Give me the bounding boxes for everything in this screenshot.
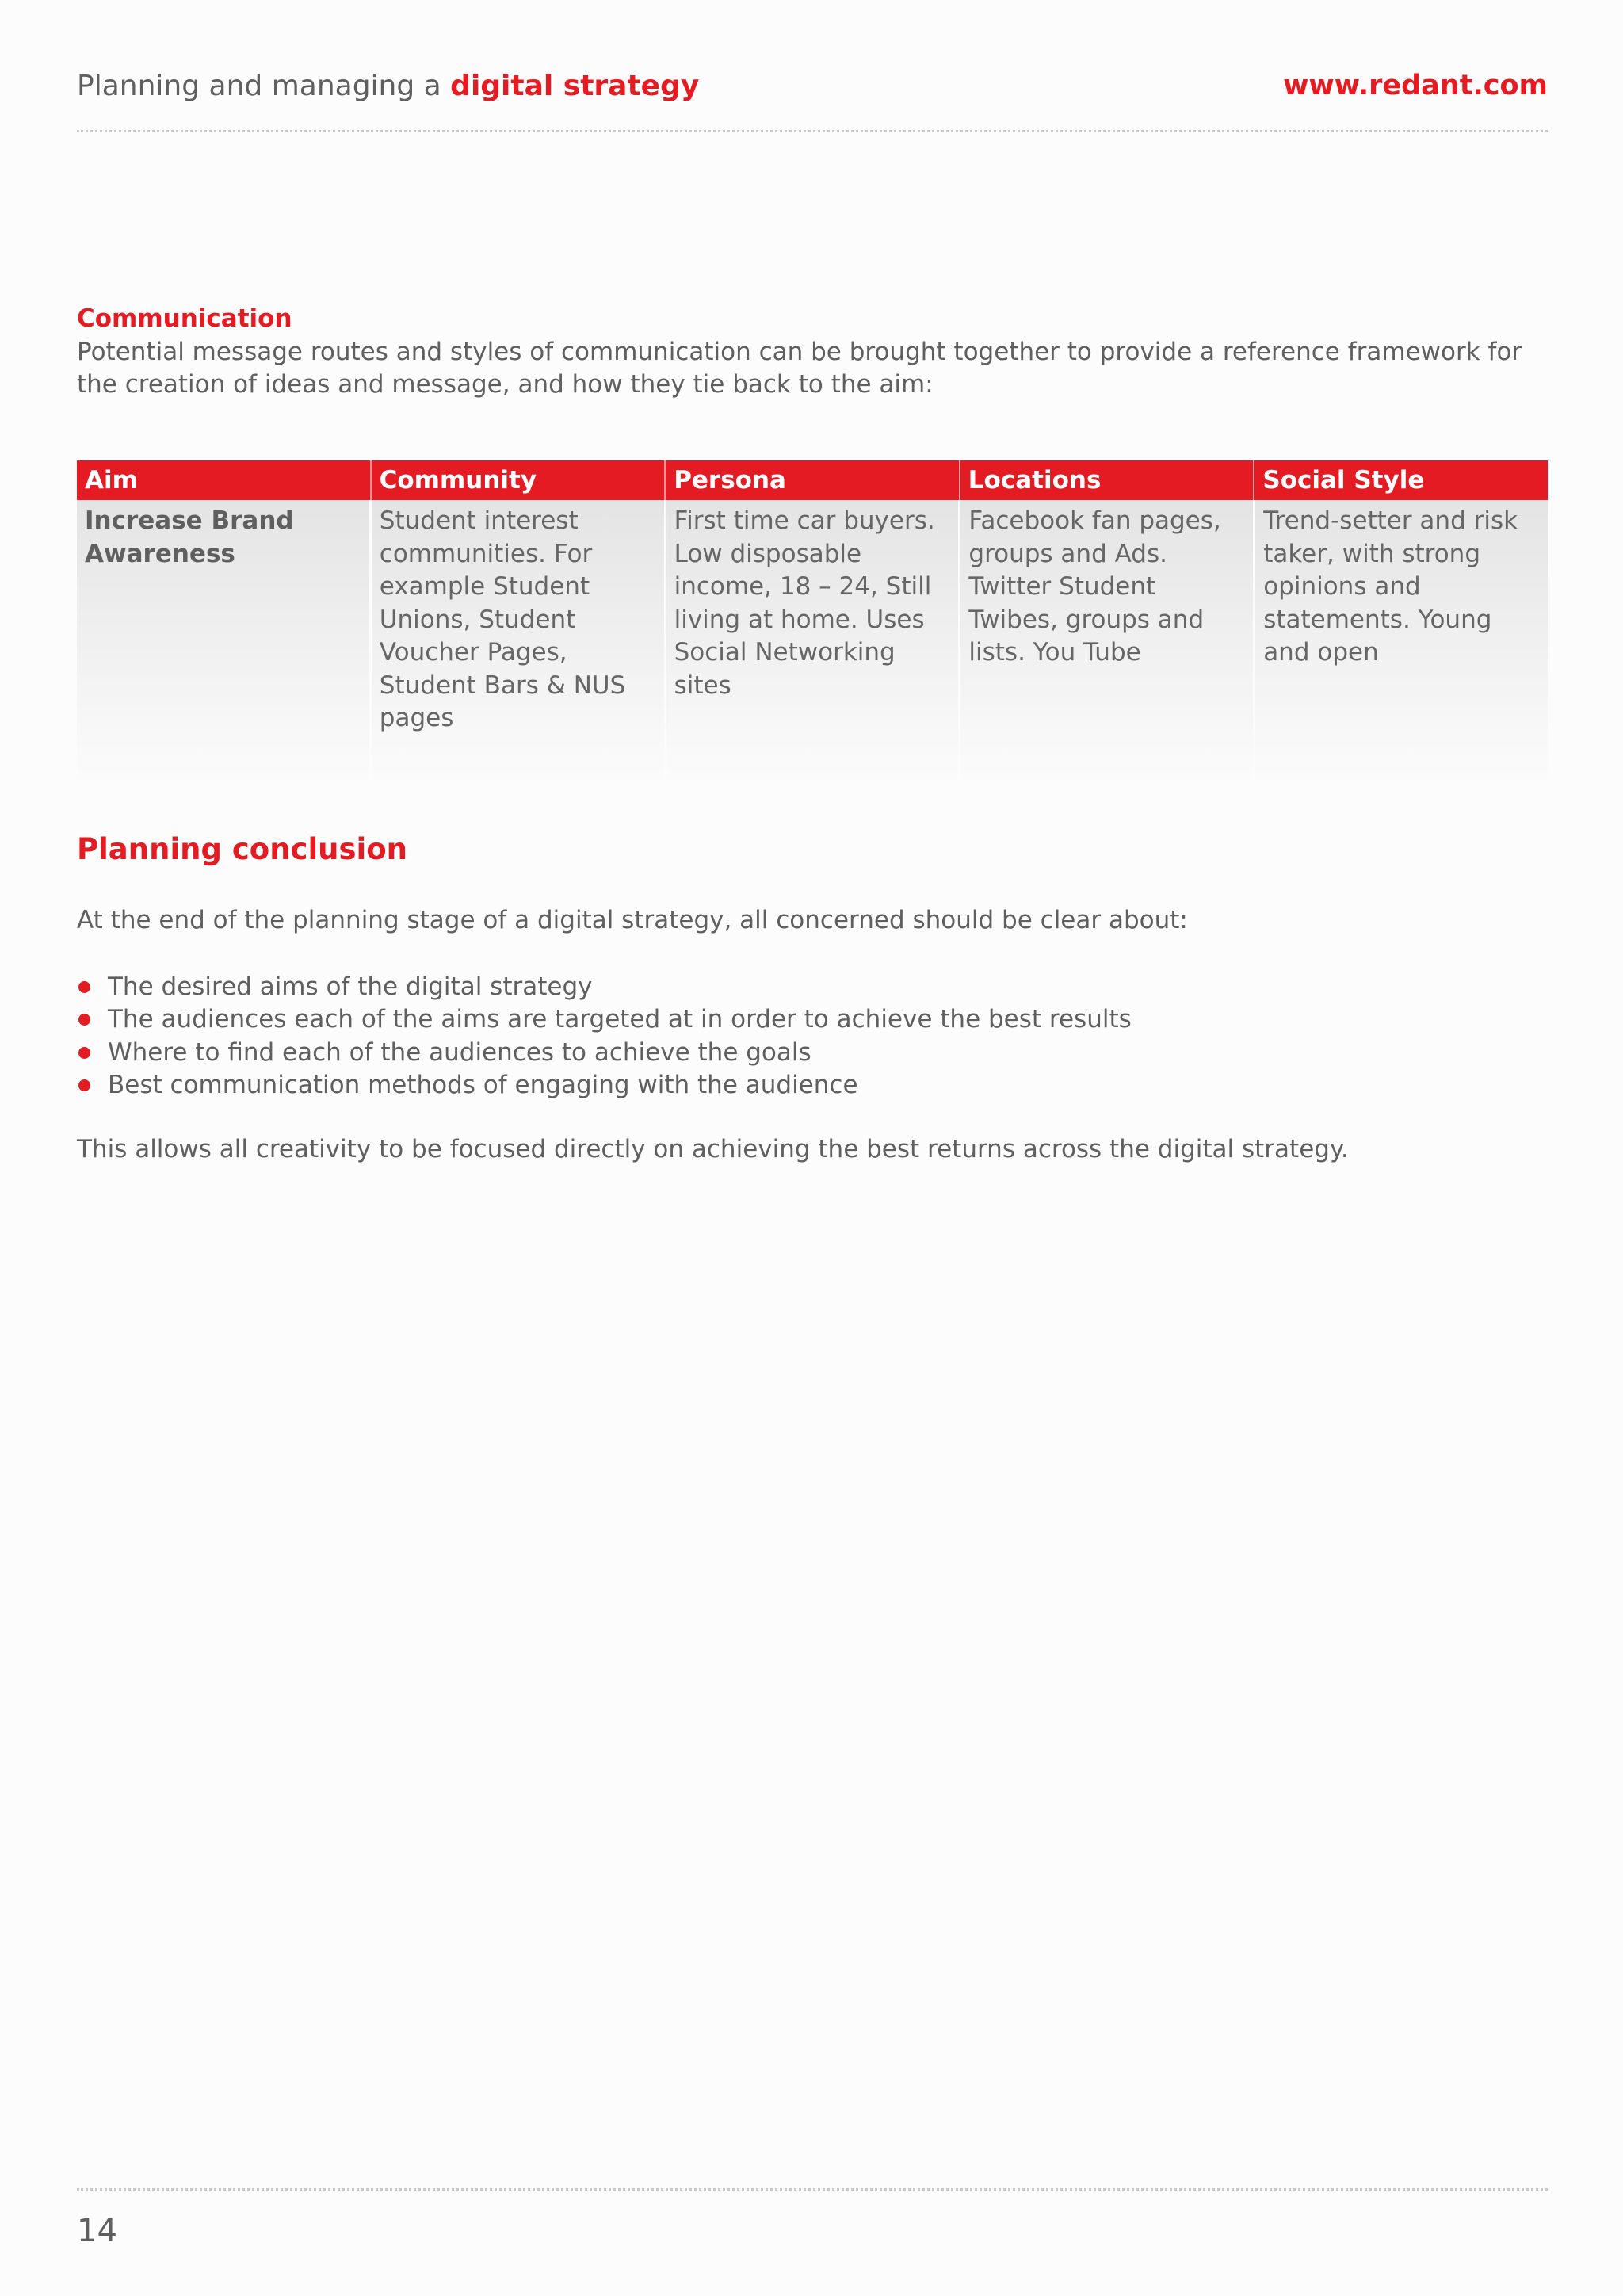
bullet-icon — [78, 981, 90, 993]
column-header-social-style: Social Style — [1253, 460, 1548, 500]
list-item-text: Where to find each of the audiences to achieve the goals — [108, 1037, 812, 1067]
planning-outro: This allows all creativity to be focused directly on achieving the best returns across the digital strategy. — [77, 1135, 1349, 1163]
communication-text: Potential message routes and styles of communication can be brought together to provide a reference framework for the creation of ideas and message, and how they tie back to the aim: — [77, 338, 1522, 399]
bullet-icon — [78, 1079, 90, 1091]
communication-heading: Communication — [77, 304, 292, 333]
list-item — [77, 971, 1132, 1003]
header-divider — [77, 130, 1548, 132]
list-item — [77, 1069, 1132, 1102]
page-header — [77, 70, 1548, 109]
column-header-locations: Locations — [959, 460, 1254, 500]
bullet-icon — [78, 1014, 90, 1026]
column-header-aim: Aim — [85, 466, 138, 495]
page-number: 14 — [77, 2213, 117, 2249]
bullet-icon — [78, 1047, 90, 1059]
planning-bullet-list — [77, 971, 1132, 1102]
list-item-text: The audiences each of the aims are targeted at in order to achieve the best results — [108, 1005, 1132, 1034]
cell-social-style: Trend-setter and risk taker, with strong opinions and statements. Young and open — [1253, 500, 1548, 789]
list-item-text: The desired aims of the digital strategy — [108, 972, 593, 1001]
cell-aim: Increase Brand Awareness — [77, 500, 369, 789]
planning-conclusion-heading: Planning conclusion — [77, 832, 407, 866]
list-item — [77, 1037, 1132, 1069]
table-header-row — [77, 460, 1548, 500]
list-item-text: Best communication methods of engaging with the audience — [108, 1070, 858, 1099]
header-title — [77, 70, 699, 102]
column-header-persona: Persona — [664, 460, 959, 500]
column-header-community: Community — [370, 460, 665, 500]
cell-locations: Facebook fan pages, groups and Ads. Twitter Student Twibes, groups and lists. You Tube — [958, 500, 1253, 789]
cell-community: Student interest communities. For example Student Unions, Student Voucher Pages, Student Bars & NUS pages — [369, 500, 664, 789]
header-url-link[interactable]: www.redant.com — [1283, 70, 1548, 101]
footer-divider — [77, 2188, 1548, 2191]
cell-persona: First time car buyers. Low disposable income, 18 – 24, Still living at home. Uses Social Networking sites — [664, 500, 959, 789]
header-title-accent: digital strategy — [450, 70, 700, 102]
header-title-plain: Planning and managing a — [77, 70, 451, 102]
planning-intro: At the end of the planning stage of a digital strategy, all concerned should be clear about: — [77, 906, 1188, 934]
communication-table — [77, 460, 1548, 789]
list-item — [77, 1003, 1132, 1036]
table-row — [77, 500, 1548, 789]
